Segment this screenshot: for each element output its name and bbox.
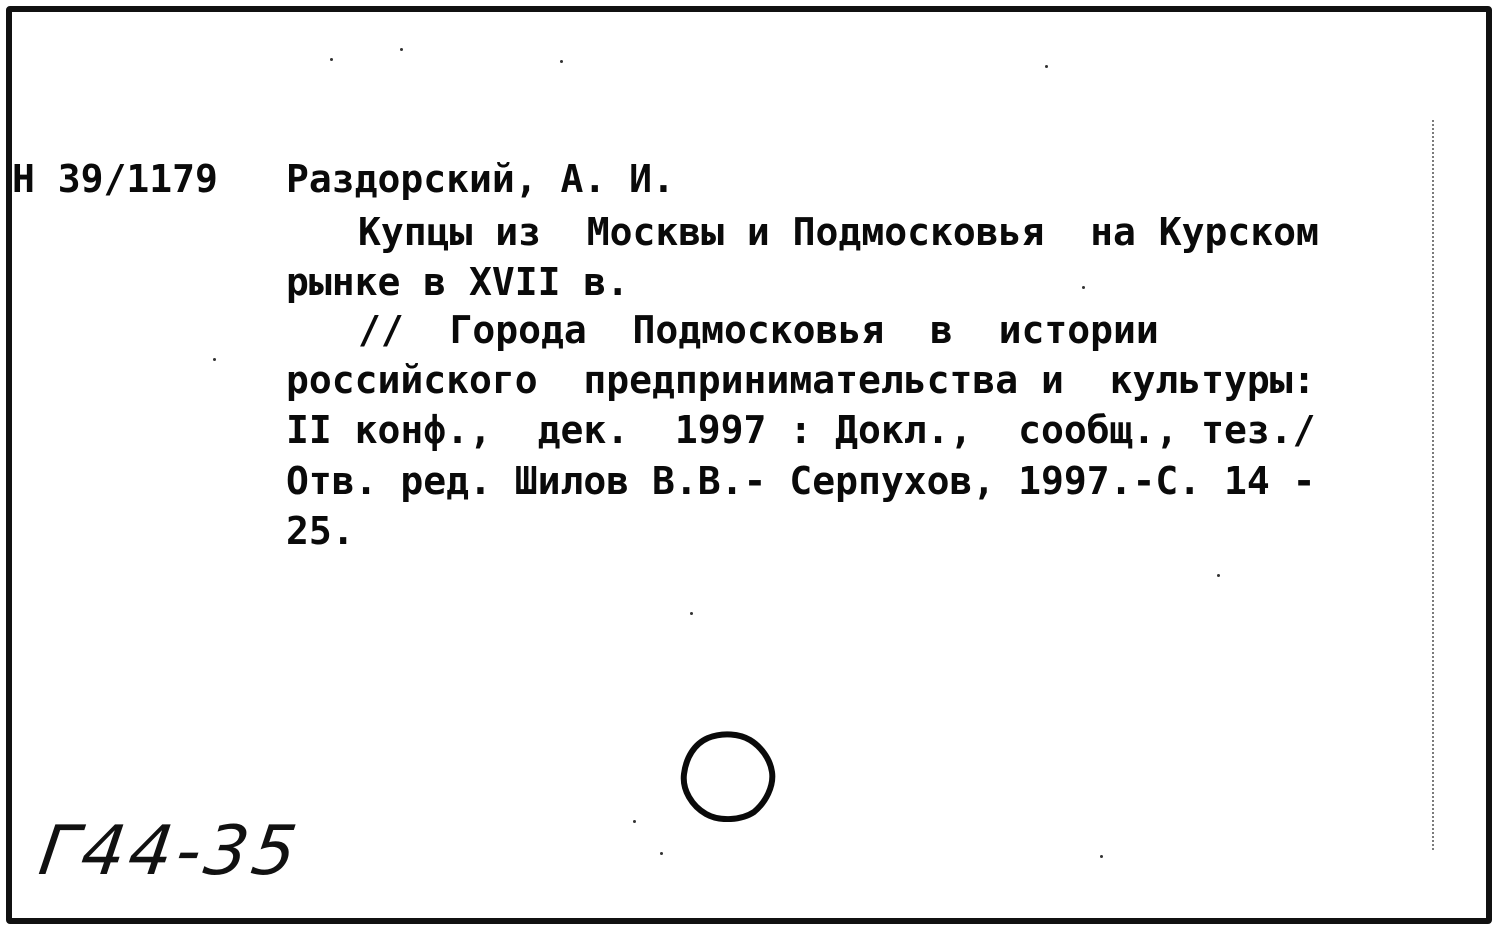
- punch-hole-icon: [678, 730, 776, 822]
- title-line-2: рынке в XVII в.: [286, 260, 630, 304]
- scan-speck: [1082, 286, 1085, 289]
- source-line-5: 25.: [286, 509, 355, 553]
- source-line-1: // Города Подмосковья в истории: [358, 308, 1159, 352]
- scan-speck: [560, 60, 563, 63]
- scan-speck: [690, 612, 693, 615]
- title-line-1: Купцы из Москвы и Подмосковья на Курском: [358, 210, 1319, 254]
- card-edge-dots: [1432, 120, 1434, 850]
- scan-speck: [1217, 574, 1220, 577]
- source-line-4: Отв. ред. Шилов В.В.- Серпухов, 1997.-С. 14 -: [286, 459, 1316, 503]
- scan-speck: [330, 58, 333, 61]
- source-line-3: II конф., дек. 1997 : Докл., сообщ., тез./: [286, 408, 1316, 452]
- scan-speck: [213, 358, 216, 361]
- scan-speck: [400, 48, 403, 51]
- source-line-2: российского предпринимательства и культуры:: [286, 358, 1316, 402]
- shelfmark: Н 39/1179: [12, 157, 218, 201]
- scan-speck: [660, 852, 663, 855]
- scan-speck: [1045, 65, 1048, 68]
- scan-speck: [1100, 855, 1103, 858]
- scan-speck: [633, 820, 636, 823]
- handwritten-note: Г44-35: [34, 812, 306, 891]
- author: Раздорский, А. И.: [286, 157, 675, 201]
